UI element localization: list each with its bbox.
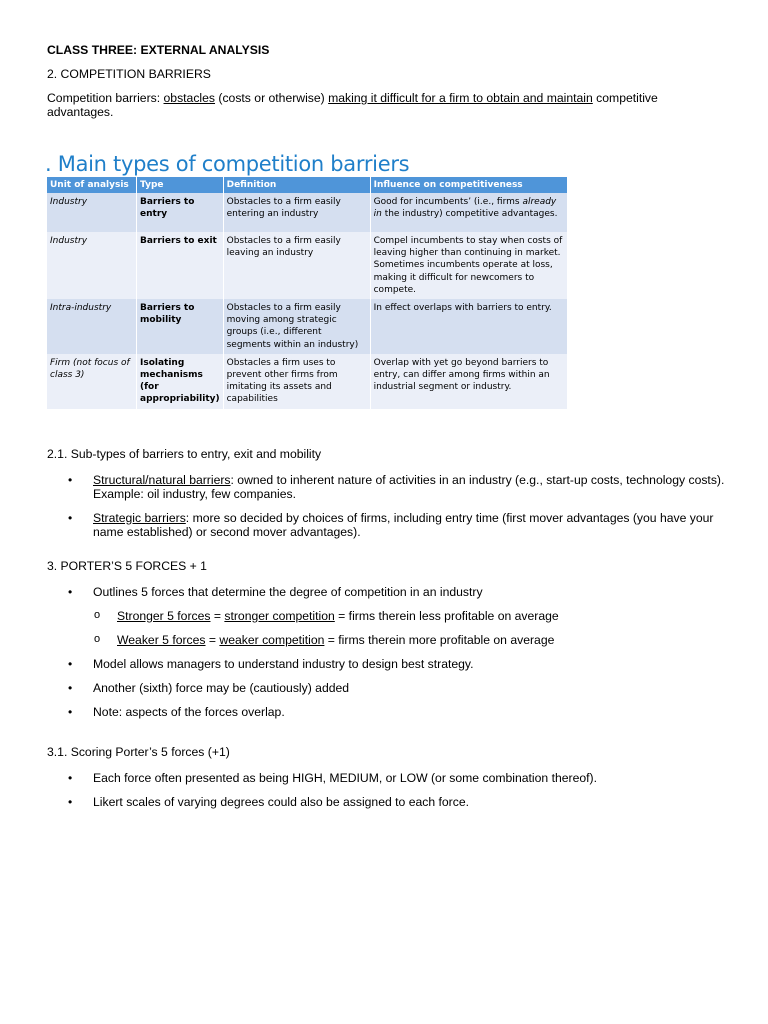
sub-list-item: [47, 633, 727, 647]
weaker-result: = firms therein more profitable on average: [324, 632, 555, 647]
cell-definition: Obstacles to a firm easily leaving an industry: [223, 232, 370, 299]
strategic-barriers-text: : more so decided by choices of firms, including entry time (first mover advantages (you have your name established) or second mover advantages).: [93, 510, 714, 539]
table-row: [47, 354, 568, 409]
cell-type: Isolating mechanisms (for appropriability): [137, 354, 224, 409]
scoring-list: [47, 771, 727, 809]
list-item: • Likert scales of varying degrees could also be assigned to each force.: [47, 795, 727, 809]
intro-making: making it difficult for a firm to obtain and maintain: [328, 91, 593, 105]
cell-type: Barriers to mobility: [137, 299, 224, 354]
cell-type: Barriers to exit: [137, 232, 224, 299]
cell-influence: In effect overlaps with barriers to entry.: [370, 299, 567, 354]
table-header: Unit of analysis: [47, 177, 137, 193]
section-3-title: 3. PORTER’S 5 FORCES + 1: [47, 558, 207, 573]
section-3-1-title: 3.1. Scoring Porter’s 5 forces (+1): [47, 744, 230, 759]
stronger-result: = firms therein less profitable on average: [334, 608, 559, 623]
stronger-competition: stronger competition: [224, 608, 335, 623]
table-header: Influence on competitiveness: [370, 177, 567, 193]
list-item: • Each force often presented as being HIGH, MEDIUM, or LOW (or some combination thereof).: [47, 771, 727, 785]
cell-definition: Obstacles to a firm easily moving among strategic groups (i.e., different segments within an industry): [223, 299, 370, 354]
strategic-barriers-term: Strategic barriers: [93, 510, 186, 525]
cell-unit: Intra-industry: [47, 299, 137, 354]
structural-barriers-text: : owned to inherent nature of activities in an industry (e.g., start-up costs, technology costs). Example: oil industry, few companies.: [93, 472, 725, 501]
weaker-competition: weaker competition: [219, 632, 325, 647]
list-item: • Model allows managers to understand industry to design best strategy.: [47, 657, 727, 671]
equals: =: [210, 608, 225, 623]
subtypes-list: [47, 473, 727, 539]
section-2-title: 2. COMPETITION BARRIERS: [47, 67, 211, 81]
table-header: Definition: [223, 177, 370, 193]
table-row: [47, 299, 568, 354]
list-item: • Note: aspects of the forces overlap.: [47, 705, 727, 719]
influence-emphasis: already in: [373, 197, 557, 220]
stronger-forces: Stronger 5 forces: [117, 608, 211, 623]
intro-lead: Competition barriers:: [47, 91, 164, 105]
list-item: • Outlines 5 forces that determine the degree of competition in an industry: [47, 585, 727, 599]
cell-unit: Industry: [47, 193, 137, 232]
cell-influence: [370, 193, 567, 232]
table-header: Type: [137, 177, 224, 193]
cell-definition: Obstacles to a firm easily entering an industry: [223, 193, 370, 232]
section-2-1-title: 2.1. Sub-types of barriers to entry, exit and mobility: [47, 446, 322, 461]
document-page: [47, 40, 727, 819]
cell-unit: Industry: [47, 232, 137, 299]
slide-title: . Main types of competition barriers: [45, 152, 410, 176]
table-header-row: [47, 177, 568, 193]
page-title: CLASS THREE: EXTERNAL ANALYSIS: [47, 43, 270, 57]
structural-barriers-term: Structural/natural barriers: [93, 472, 231, 487]
cell-influence: Compel incumbents to stay when costs of leaving higher than continuing in market. Sometimes incumbents operate at loss, making it difficult for newcomers to compete.: [370, 232, 567, 299]
table-row: [47, 193, 568, 232]
porter-list: [47, 585, 727, 719]
intro-tail: competitive advantages.: [47, 91, 658, 119]
list-item: • Another (sixth) force may be (cautiously) added: [47, 681, 727, 695]
list-item: [47, 511, 727, 539]
sub-list-item: [47, 609, 727, 623]
cell-unit: Firm (not focus of class 3): [47, 354, 137, 409]
barriers-table: [47, 177, 568, 409]
list-item: [47, 473, 727, 501]
cell-definition: Obstacles a firm uses to prevent other firms from imitating its assets and capabilities: [223, 354, 370, 409]
intro-mid: (costs or otherwise): [215, 91, 329, 105]
table-row: [47, 232, 568, 299]
intro-obstacles: obstacles: [163, 91, 216, 105]
equals: =: [205, 632, 220, 647]
influence-text: the industry) competitive advantages.: [381, 209, 558, 220]
weaker-forces: Weaker 5 forces: [117, 632, 206, 647]
intro-paragraph: [47, 91, 727, 119]
cell-influence: Overlap with yet go beyond barriers to entry, can differ among firms within an industrial segment or industry.: [370, 354, 567, 409]
cell-type: Barriers to entry: [137, 193, 224, 232]
influence-text: Good for incumbents’ (i.e., firms: [373, 197, 523, 207]
